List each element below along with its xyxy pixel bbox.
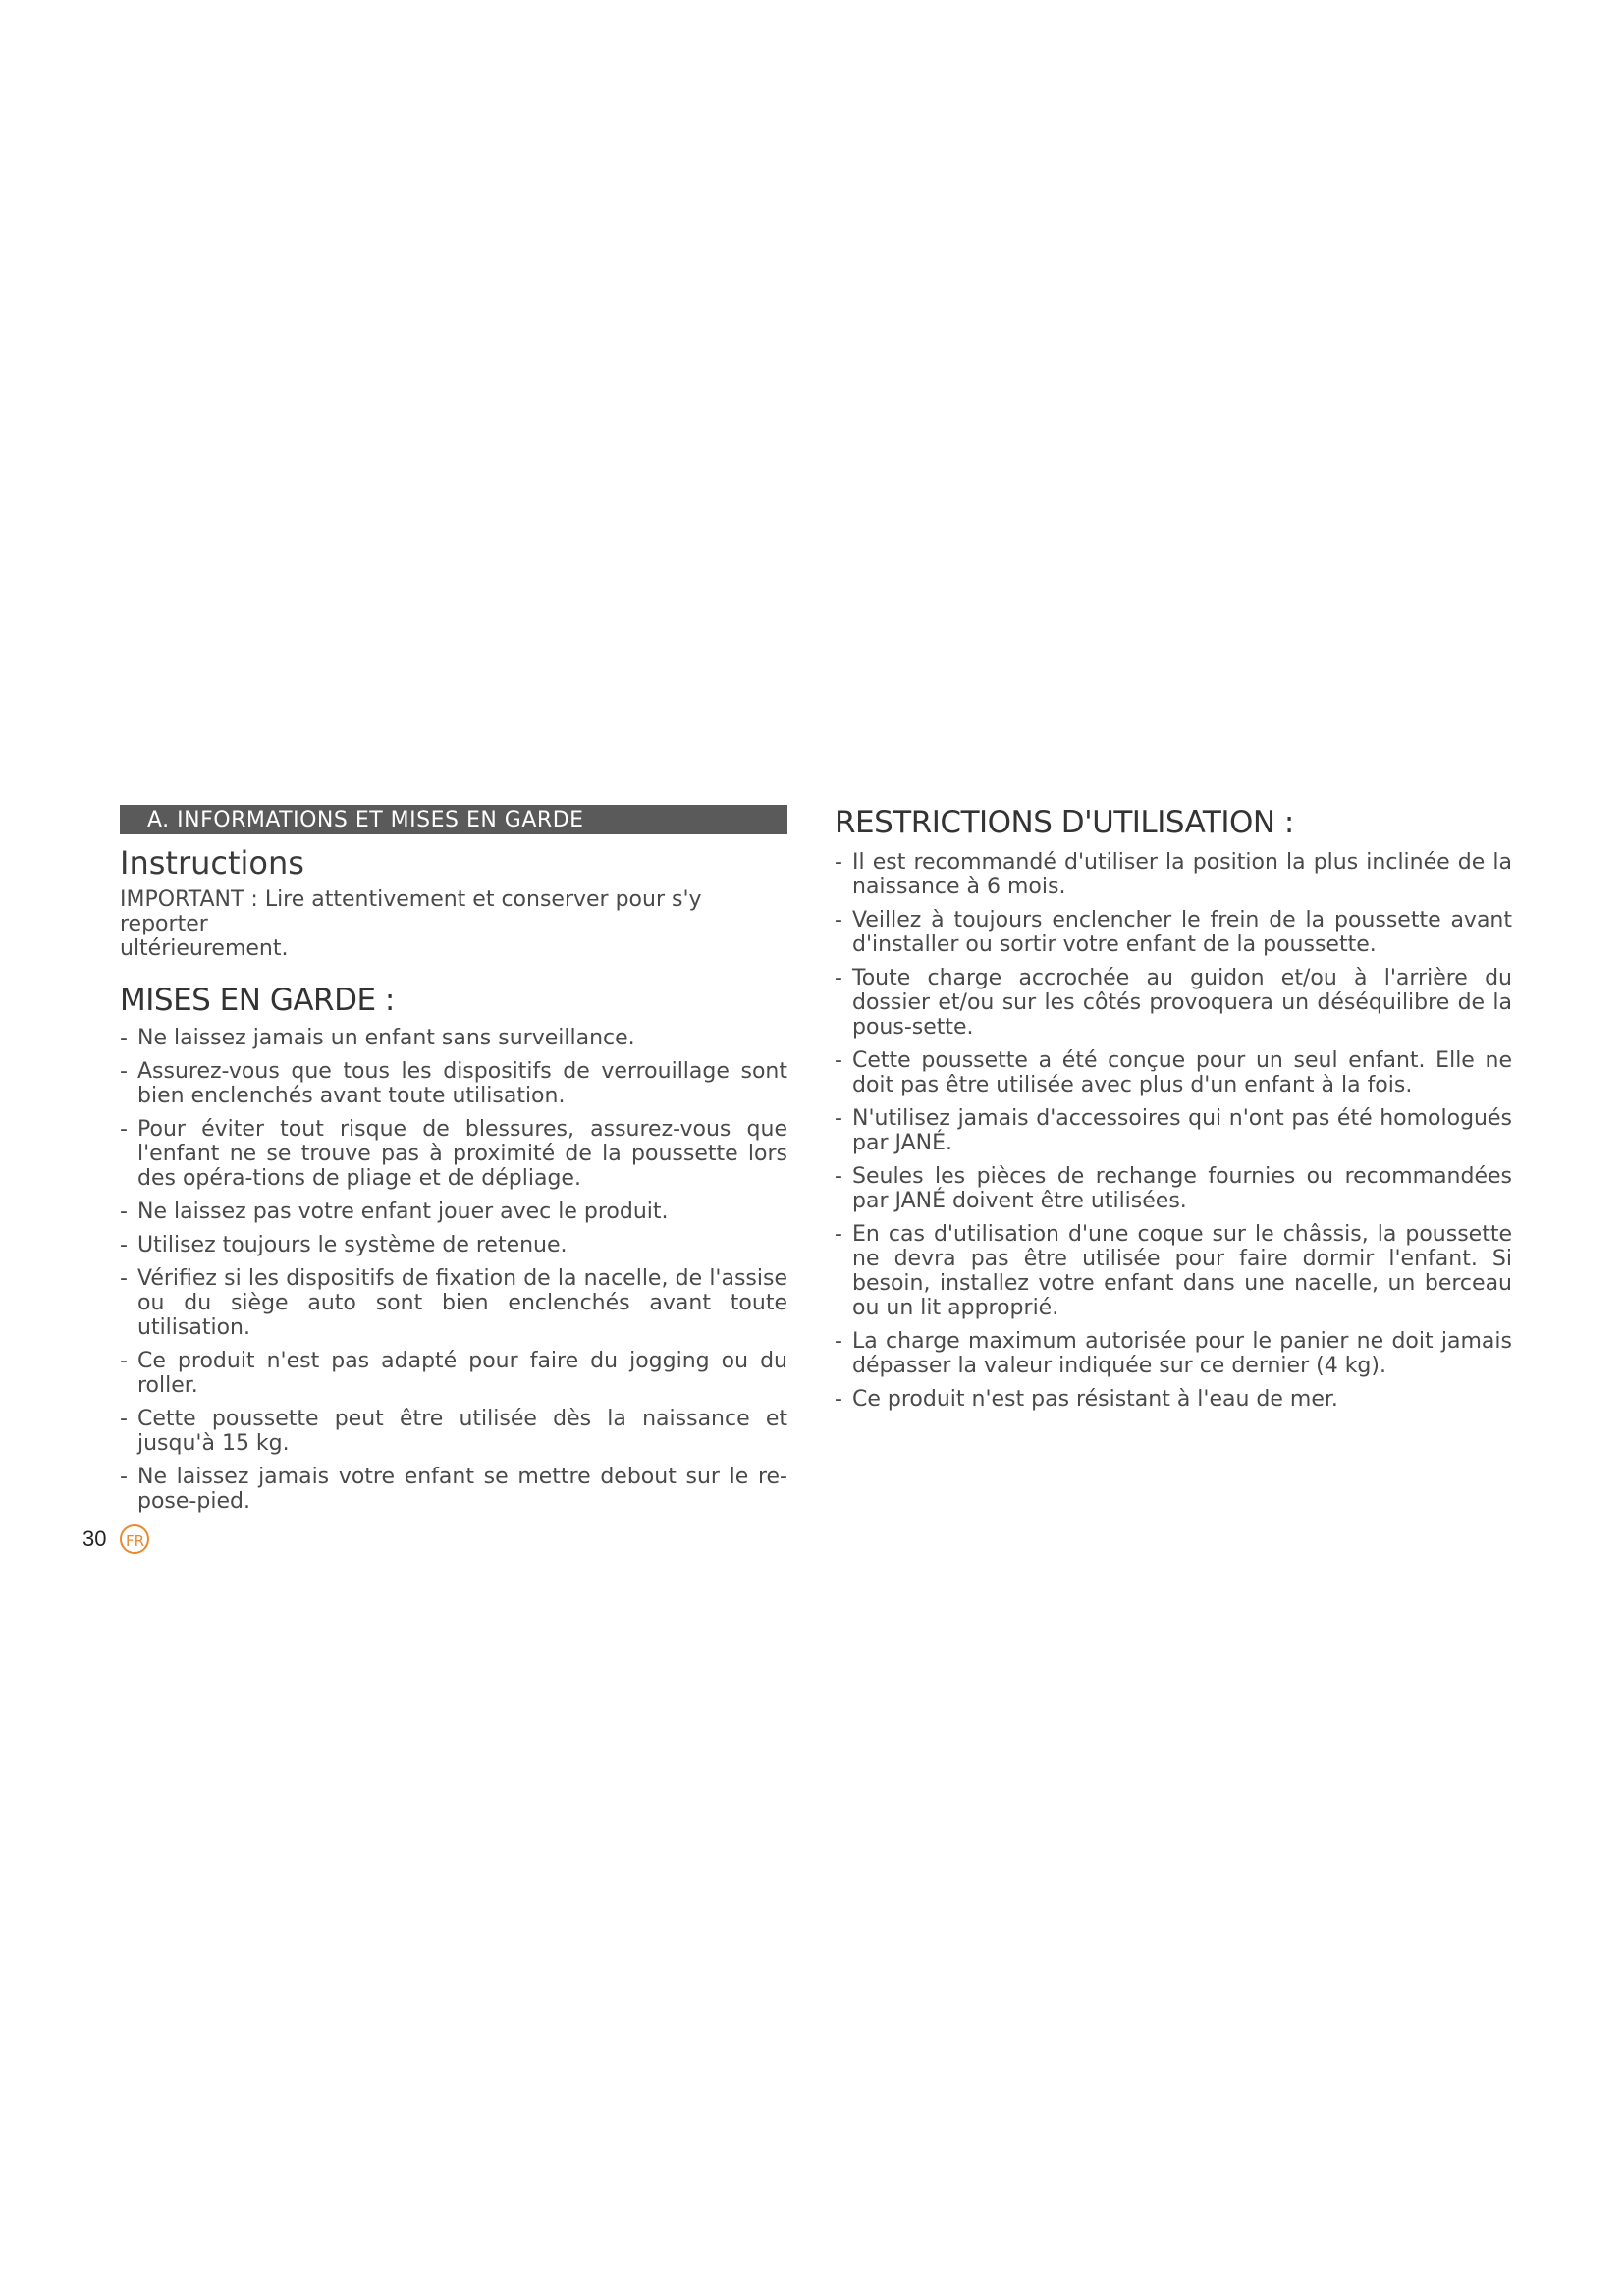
restriction-item: - Veillez à toujours enclencher le frein de la poussette avant d'installer ou sortir votre enfant de la poussette. — [835, 908, 1512, 957]
restriction-item: - Cette poussette a été conçue pour un seul enfant. Elle ne doit pas être utilisée avec plus d'un enfant à la fois. — [835, 1048, 1512, 1097]
warning-item: - Vérifiez si les dispositifs de fixation de la nacelle, de l'assise ou du siège auto sont bien enclenchés avant toute utilisation. — [120, 1266, 787, 1340]
restriction-item: - Il est recommandé d'utiliser la position la plus inclinée de la naissance à 6 mois. — [835, 850, 1512, 899]
warning-item: - Cette poussette peut être utilisée dès la naissance et jusqu'à 15 kg. — [120, 1407, 787, 1456]
restrictions-list — [835, 850, 1512, 1412]
restriction-item: - Toute charge accrochée au guidon et/ou à l'arrière du dossier et/ou sur les côtés provoquera un déséquilibre de la pous-sette. — [835, 966, 1512, 1040]
left-column — [120, 805, 787, 1522]
important-note — [120, 887, 787, 961]
restriction-item: - En cas d'utilisation d'une coque sur le châssis, la poussette ne devra pas être utilisée pour faire dormir l'enfant. Si besoin, installez votre enfant dans une nacelle, un berceau ou un lit approprié. — [835, 1222, 1512, 1320]
instructions-heading: Instructions — [120, 844, 304, 881]
warning-item: - Utilisez toujours le système de retenue. — [120, 1233, 568, 1257]
important-note-line1: IMPORTANT : Lire attentivement et conserver pour s'y reporter — [120, 887, 702, 936]
restriction-item: - Seules les pièces de rechange fournies ou recommandées par JANÉ doivent être utilisées. — [835, 1164, 1512, 1213]
warning-item: - Ce produit n'est pas adapté pour faire du jogging ou du roller. — [120, 1349, 787, 1398]
warning-item: - Ne laissez pas votre enfant jouer avec le produit. — [120, 1200, 669, 1224]
warnings-heading: MISES EN GARDE : — [120, 983, 395, 1018]
section-header-bar — [120, 805, 787, 834]
warning-item: - Pour éviter tout risque de blessures, assurez-vous que l'enfant ne se trouve pas à proximité de la poussette lors des opéra-tions de pliage et de dépliage. — [120, 1117, 787, 1191]
language-badge-icon: FR — [120, 1524, 149, 1554]
right-column — [835, 805, 1512, 1420]
section-label: A. INFORMATIONS ET MISES EN GARDE — [147, 808, 584, 832]
restrictions-heading: RESTRICTIONS D'UTILISATION : — [835, 805, 1294, 840]
page-number: 30 — [82, 1526, 107, 1551]
restriction-item: - La charge maximum autorisée pour le panier ne doit jamais dépasser la valeur indiquée sur ce dernier (4 kg). — [835, 1329, 1512, 1378]
restriction-item: - Ce produit n'est pas résistant à l'eau de mer. — [835, 1387, 1338, 1412]
restriction-item: - N'utilisez jamais d'accessoires qui n'ont pas été homologués par JANÉ. — [835, 1106, 1512, 1155]
warning-item: - Ne laissez jamais un enfant sans surveillance. — [120, 1026, 635, 1050]
page-footer — [82, 1524, 149, 1554]
warning-item: - Ne laissez jamais votre enfant se mettre debout sur le re-pose-pied. — [120, 1465, 787, 1514]
warnings-list — [120, 1026, 787, 1514]
important-note-line2: ultérieurement. — [120, 936, 289, 961]
warning-item: - Assurez-vous que tous les dispositifs de verrouillage sont bien enclenchés avant toute utilisation. — [120, 1059, 787, 1108]
